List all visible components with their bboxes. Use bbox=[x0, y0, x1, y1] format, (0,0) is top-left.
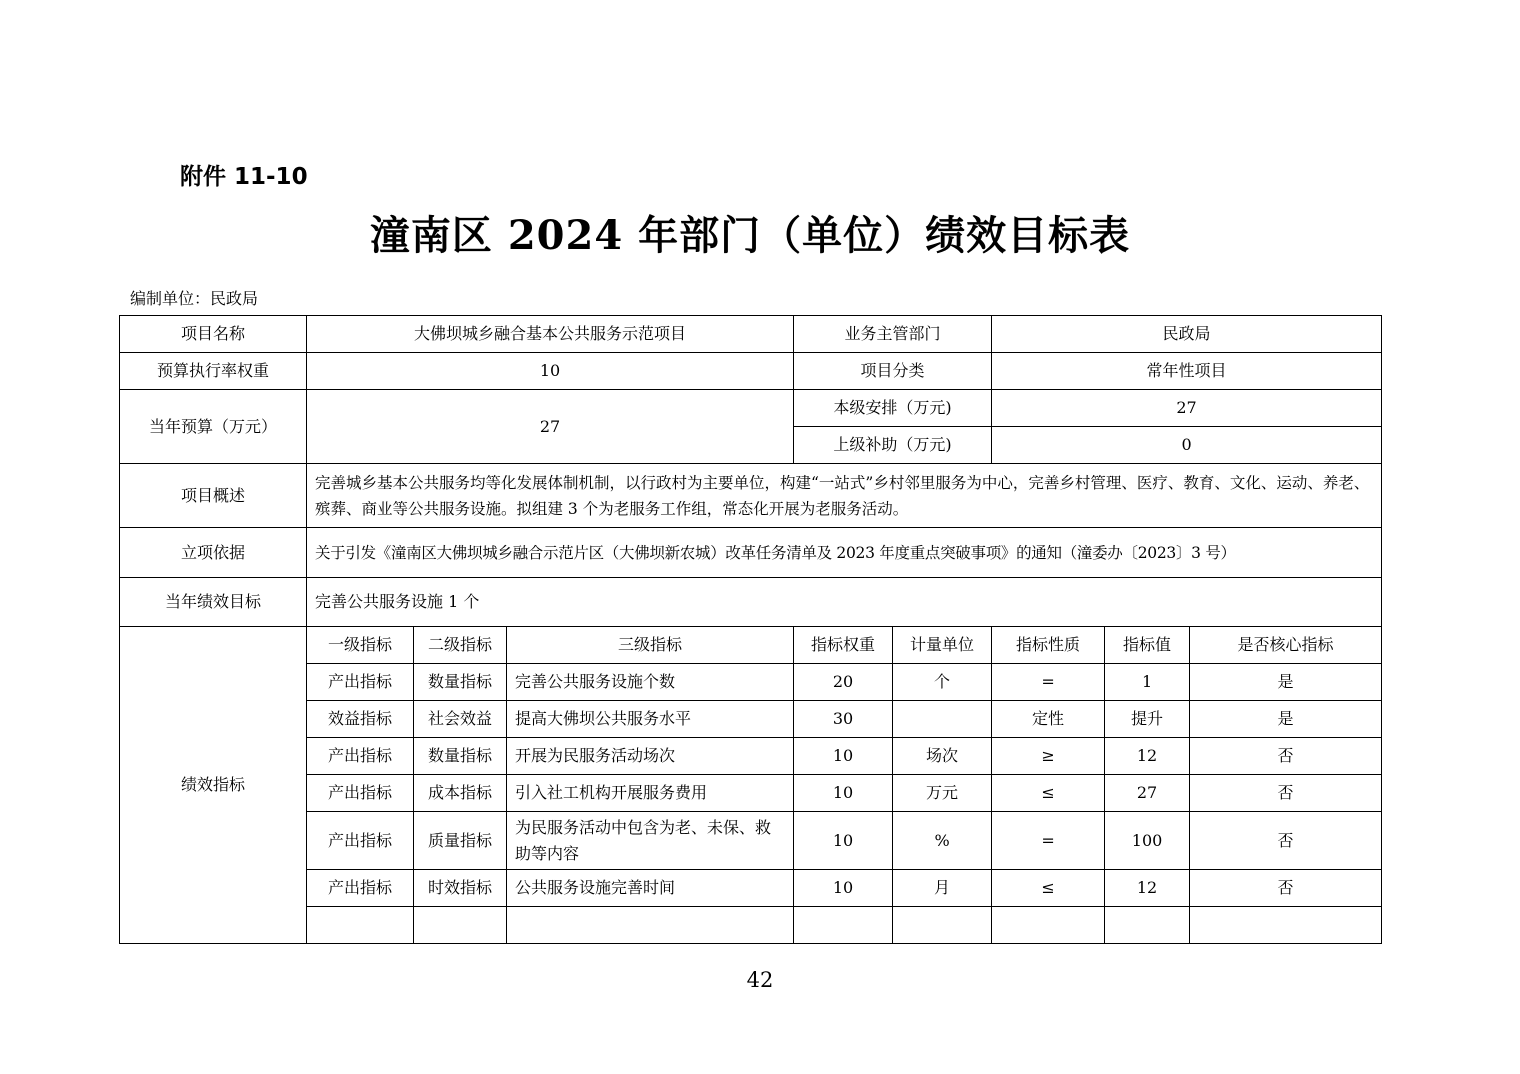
cell-unit bbox=[893, 701, 992, 738]
exec-rate-weight-label: 预算执行率权重 bbox=[120, 353, 307, 390]
cell-unit bbox=[893, 907, 992, 944]
cell-nature: ≤ bbox=[992, 870, 1105, 907]
cell-value: 12 bbox=[1105, 870, 1190, 907]
cell-level1: 产出指标 bbox=[307, 812, 414, 870]
header-value: 指标值 bbox=[1105, 627, 1190, 664]
exec-rate-weight-value: 10 bbox=[307, 353, 794, 390]
header-nature: 指标性质 bbox=[992, 627, 1105, 664]
cell-level2: 时效指标 bbox=[414, 870, 507, 907]
cell-unit: 场次 bbox=[893, 738, 992, 775]
department-value: 民政局 bbox=[992, 316, 1382, 353]
cell-weight bbox=[794, 907, 893, 944]
cell-level2: 数量指标 bbox=[414, 664, 507, 701]
header-level1: 一级指标 bbox=[307, 627, 414, 664]
page-title: 潼南区 2024 年部门（单位）绩效目标表 bbox=[369, 212, 1131, 259]
cell-nature: = bbox=[992, 812, 1105, 870]
annual-budget-label: 当年预算（万元） bbox=[120, 390, 307, 464]
indicator-row bbox=[120, 701, 1382, 738]
cell-value: 100 bbox=[1105, 812, 1190, 870]
indicator-row bbox=[120, 812, 1382, 870]
cell-unit: 个 bbox=[893, 664, 992, 701]
cell-value: 27 bbox=[1105, 775, 1190, 812]
cell-nature: ≤ bbox=[992, 775, 1105, 812]
cell-level3: 公共服务设施完善时间 bbox=[507, 870, 794, 907]
cell-core bbox=[1190, 907, 1382, 944]
cell-level3: 完善公共服务设施个数 bbox=[507, 664, 794, 701]
local-arrange-label: 本级安排（万元) bbox=[794, 390, 992, 427]
annual-target-value: 完善公共服务设施 1 个 bbox=[307, 578, 1382, 627]
cell-core: 否 bbox=[1190, 738, 1382, 775]
cell-core: 否 bbox=[1190, 870, 1382, 907]
cell-nature: 定性 bbox=[992, 701, 1105, 738]
basis-label: 立项依据 bbox=[120, 528, 307, 578]
overview-label: 项目概述 bbox=[120, 464, 307, 528]
cell-nature: = bbox=[992, 664, 1105, 701]
table-row bbox=[120, 316, 1382, 353]
header-unit: 计量单位 bbox=[893, 627, 992, 664]
indicator-row bbox=[120, 664, 1382, 701]
cell-value bbox=[1105, 907, 1190, 944]
indicator-header-row bbox=[120, 627, 1382, 664]
annual-budget-value: 27 bbox=[307, 390, 794, 464]
header-level3: 三级指标 bbox=[507, 627, 794, 664]
cell-core: 否 bbox=[1190, 775, 1382, 812]
cell-level2: 社会效益 bbox=[414, 701, 507, 738]
annual-target-label: 当年绩效目标 bbox=[120, 578, 307, 627]
cell-level3: 提高大佛坝公共服务水平 bbox=[507, 701, 794, 738]
category-label: 项目分类 bbox=[794, 353, 992, 390]
category-value: 常年性项目 bbox=[992, 353, 1382, 390]
cell-weight: 20 bbox=[794, 664, 893, 701]
attachment-label: 附件 11-10 bbox=[180, 164, 308, 190]
performance-target-table bbox=[119, 315, 1382, 944]
cell-level1: 产出指标 bbox=[307, 775, 414, 812]
indicators-label: 绩效指标 bbox=[120, 627, 307, 944]
header-level2: 二级指标 bbox=[414, 627, 507, 664]
cell-core: 是 bbox=[1190, 701, 1382, 738]
cell-level3: 为民服务活动中包含为老、未保、救助等内容 bbox=[507, 812, 794, 870]
cell-weight: 10 bbox=[794, 812, 893, 870]
cell-weight: 10 bbox=[794, 738, 893, 775]
project-name-label: 项目名称 bbox=[120, 316, 307, 353]
cell-level1: 产出指标 bbox=[307, 870, 414, 907]
cell-weight: 30 bbox=[794, 701, 893, 738]
table-row bbox=[120, 353, 1382, 390]
cell-value: 12 bbox=[1105, 738, 1190, 775]
cell-level2 bbox=[414, 907, 507, 944]
header-weight: 指标权重 bbox=[794, 627, 893, 664]
cell-unit: % bbox=[893, 812, 992, 870]
cell-nature bbox=[992, 907, 1105, 944]
table-row bbox=[120, 464, 1382, 528]
cell-core: 是 bbox=[1190, 664, 1382, 701]
compiling-unit: 编制单位：民政局 bbox=[130, 289, 259, 308]
upper-subsidy-value: 0 bbox=[992, 427, 1382, 464]
table-row bbox=[120, 390, 1382, 427]
project-name-value: 大佛坝城乡融合基本公共服务示范项目 bbox=[307, 316, 794, 353]
header-core: 是否核心指标 bbox=[1190, 627, 1382, 664]
overview-value: 完善城乡基本公共服务均等化发展体制机制，以行政村为主要单位，构建“一站式”乡村邻里服务为中心，完善乡村管理、医疗、教育、文化、运动、养老、殡葬、商业等公共服务设施。拟组建 3 个为老服务工作组，常态化开展为老服务活动。 bbox=[307, 464, 1382, 528]
cell-unit: 万元 bbox=[893, 775, 992, 812]
cell-level3 bbox=[507, 907, 794, 944]
upper-subsidy-label: 上级补助（万元) bbox=[794, 427, 992, 464]
page-number: 42 bbox=[746, 968, 774, 992]
cell-level2: 质量指标 bbox=[414, 812, 507, 870]
indicator-row bbox=[120, 775, 1382, 812]
department-label: 业务主管部门 bbox=[794, 316, 992, 353]
cell-level1: 效益指标 bbox=[307, 701, 414, 738]
cell-level2: 数量指标 bbox=[414, 738, 507, 775]
cell-level1 bbox=[307, 907, 414, 944]
basis-value: 关于引发《潼南区大佛坝城乡融合示范片区（大佛坝新农城）改革任务清单及 2023 年度重点突破事项》的通知（潼委办〔2023〕3 号） bbox=[307, 528, 1382, 578]
cell-level1: 产出指标 bbox=[307, 738, 414, 775]
indicator-row-empty bbox=[120, 907, 1382, 944]
cell-value: 提升 bbox=[1105, 701, 1190, 738]
cell-level2: 成本指标 bbox=[414, 775, 507, 812]
indicator-row bbox=[120, 738, 1382, 775]
cell-weight: 10 bbox=[794, 870, 893, 907]
cell-value: 1 bbox=[1105, 664, 1190, 701]
cell-core: 否 bbox=[1190, 812, 1382, 870]
cell-level3: 开展为民服务活动场次 bbox=[507, 738, 794, 775]
cell-nature: ≥ bbox=[992, 738, 1105, 775]
cell-weight: 10 bbox=[794, 775, 893, 812]
cell-unit: 月 bbox=[893, 870, 992, 907]
local-arrange-value: 27 bbox=[992, 390, 1382, 427]
cell-level3: 引入社工机构开展服务费用 bbox=[507, 775, 794, 812]
table-row bbox=[120, 528, 1382, 578]
table-row bbox=[120, 578, 1382, 627]
indicator-row bbox=[120, 870, 1382, 907]
cell-level1: 产出指标 bbox=[307, 664, 414, 701]
